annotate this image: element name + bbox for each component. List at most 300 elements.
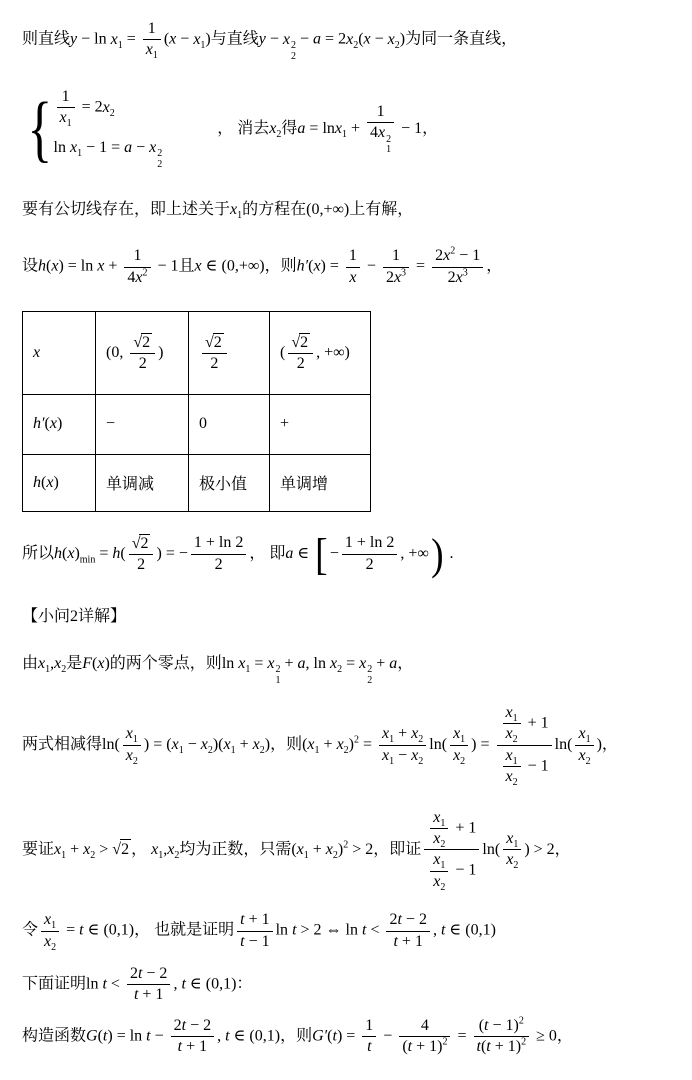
tk-i: x <box>282 30 291 48</box>
table-cell-minimum <box>189 454 270 511</box>
tk-i: x <box>578 746 586 764</box>
tk-r: ) = ln <box>58 257 98 275</box>
tk-txt: 与直线 <box>210 30 259 48</box>
tk-r: = <box>359 735 377 753</box>
tk-r: − 1 <box>455 247 481 265</box>
tk-r: − <box>370 30 388 48</box>
tk-r: = <box>62 921 80 939</box>
tk-frac <box>237 911 272 951</box>
tk-i: x <box>194 257 202 275</box>
tk-i: x <box>135 268 143 286</box>
tk-i: x <box>54 654 62 672</box>
tk-r: − 1 <box>244 932 270 950</box>
tk-i: t <box>79 921 84 939</box>
tk-i: x <box>506 851 514 869</box>
tk-txt: 构造函数 <box>22 1027 87 1045</box>
tk-den <box>143 40 161 62</box>
tk-i: x <box>393 268 402 286</box>
tk-txt: 的方程在 <box>242 201 307 219</box>
tk-r: 1 <box>348 247 357 265</box>
tk-r: , <box>50 654 55 672</box>
tk-r: 0 <box>199 415 207 433</box>
tk-r: )( <box>212 735 224 753</box>
tk-r: ( <box>120 544 126 562</box>
tk-num <box>57 88 75 108</box>
tk-wrap <box>453 746 466 767</box>
tk-num <box>237 911 272 931</box>
tk-r: > <box>95 840 113 858</box>
line-system-eliminate-x2 <box>22 88 686 170</box>
tk-r: ( <box>480 1038 487 1056</box>
tk-radbody <box>141 333 152 352</box>
tk-i: x <box>51 257 59 275</box>
tk-r: 1 <box>147 20 156 37</box>
tk-wrap <box>125 746 138 767</box>
tk-i: x <box>46 473 54 491</box>
tk-sqrt <box>133 333 152 352</box>
tk-wrap <box>505 746 518 767</box>
tk-i: x <box>382 746 390 764</box>
tk-frac <box>346 247 360 287</box>
tk-wrap <box>38 654 51 675</box>
tk-wrap <box>506 829 519 851</box>
tk-sb: 1 <box>342 129 347 141</box>
tk-r: − <box>106 415 116 433</box>
tk-i: h <box>38 257 47 275</box>
s-sub: 2 <box>367 674 373 686</box>
tk-r: ( <box>358 30 364 48</box>
tk-r: − 2 <box>401 911 427 929</box>
monotonicity-table-body <box>23 311 371 511</box>
tk-big: ) <box>430 529 444 579</box>
tk-r: − <box>150 1027 168 1045</box>
tk-r: − 1) <box>488 1016 519 1034</box>
tk-i: x <box>38 654 46 672</box>
tk-i: x <box>313 257 321 275</box>
tk-sqrt <box>132 534 151 553</box>
tk-r: + <box>394 725 412 743</box>
tk-i: t <box>292 921 297 939</box>
tk-frac <box>386 911 429 951</box>
tk-i: x <box>44 932 52 950</box>
tk-wrap <box>230 201 243 222</box>
tk-frac <box>41 911 59 951</box>
tk-num <box>503 704 521 724</box>
tk-frac <box>191 534 246 574</box>
tk-i: x <box>411 746 419 764</box>
tk-sb: 2 <box>109 107 115 119</box>
tk-frac <box>124 247 150 287</box>
line-subtract-equations <box>22 704 686 787</box>
table-cell-sign-positive <box>270 394 371 454</box>
tk-sb: min <box>79 554 96 566</box>
tk-i: x <box>411 725 419 743</box>
tk-r: 2 <box>129 964 138 982</box>
tk-sb: 2 <box>418 755 424 767</box>
tk-num <box>362 1017 376 1037</box>
tk-r: , ln <box>305 654 330 672</box>
tk-i: a <box>297 119 306 137</box>
s-sup: 2 <box>291 40 297 52</box>
tk-i: x <box>33 343 41 361</box>
tk-wrap <box>346 30 359 51</box>
tk-den <box>130 354 155 373</box>
tk-wrap <box>110 30 123 51</box>
tk-r: ln <box>221 654 239 672</box>
tk-num <box>497 704 552 746</box>
tk-num <box>399 1017 450 1037</box>
tk-rad: √ <box>291 333 301 351</box>
tk-r: 1 <box>61 88 70 106</box>
tk-num <box>127 965 170 985</box>
tk-r: ( <box>302 735 308 753</box>
tk-i: x <box>433 808 441 826</box>
tk-i: x <box>54 840 62 858</box>
tk-r: ( <box>327 1027 333 1045</box>
tk-den <box>497 746 552 787</box>
tk-txt: ，则 <box>264 257 297 275</box>
tk-sb: 1 <box>513 839 519 851</box>
tk-sb: 1 <box>132 734 138 746</box>
tk-den <box>41 932 59 951</box>
tk-wrap <box>149 138 163 170</box>
tk-i: x <box>167 840 175 858</box>
tk-sqrt <box>291 333 310 352</box>
tk-r: ln( <box>102 735 120 753</box>
tk-r: = <box>453 1027 471 1045</box>
tk-wrap <box>223 735 236 757</box>
table-row-h <box>23 454 371 511</box>
tk-i: t <box>397 911 402 929</box>
tk-sb: 1 <box>303 849 309 861</box>
tk-i: a <box>285 544 294 562</box>
tk-i: x <box>455 268 463 286</box>
tk-wrap <box>59 109 72 130</box>
tk-r: ) <box>104 654 110 672</box>
tk-r: 2 <box>389 911 398 929</box>
tk-num <box>367 103 394 123</box>
tk-txt: ， <box>486 257 503 275</box>
tk-wrap <box>506 851 519 872</box>
tk-i: x <box>382 725 390 743</box>
tk-i: x <box>125 725 133 743</box>
tk-r: = <box>95 544 113 562</box>
tk-i: x <box>269 119 277 137</box>
tk-sb: 2 <box>512 734 518 746</box>
tk-frac <box>123 725 141 765</box>
tk-sp: 2 <box>343 839 349 851</box>
tk-r: ∈ <box>293 544 314 562</box>
tk-sp: 3 <box>462 267 468 279</box>
tk-num <box>503 747 521 767</box>
tk-sb: 1 <box>237 210 243 222</box>
tk-i: t <box>133 986 139 1004</box>
tk-sb: 1 <box>77 148 83 160</box>
tk-i: t <box>137 964 143 982</box>
tk-r: < <box>366 921 384 939</box>
tk-r: = <box>412 257 430 275</box>
line-to-prove-sqrt2 <box>22 809 686 892</box>
tk-den <box>474 1037 530 1056</box>
tk-r: ) <box>264 735 271 753</box>
tk-num <box>430 851 448 871</box>
tk-i: h <box>112 544 121 562</box>
tk-r: ) = <box>471 735 494 753</box>
tk-r: > 2 <box>348 840 374 858</box>
tk-i: t <box>486 1038 491 1056</box>
tk-r: ln <box>275 921 293 939</box>
tk-r: 2 <box>137 556 146 574</box>
tk-r: + <box>66 840 84 858</box>
tk-num <box>124 247 150 267</box>
tk-i: t <box>440 921 446 939</box>
tk-r: − <box>362 257 380 275</box>
tk-r: 2 <box>213 333 222 351</box>
tk-caserow <box>54 88 163 128</box>
table-cell-increasing <box>270 454 371 511</box>
tk-txt: 令 <box>22 921 39 939</box>
tk-r: + 1 <box>397 932 423 950</box>
tk-txt: ， 也就是证明 <box>134 921 235 939</box>
tk-den <box>191 555 246 574</box>
tk-sb: 2 <box>90 849 96 861</box>
tk-den <box>129 555 154 574</box>
tk-num <box>346 247 360 267</box>
tk-r: − <box>183 735 201 753</box>
tk-r: + <box>235 735 253 753</box>
monotonicity-table <box>22 311 371 512</box>
tk-r: − <box>296 30 314 48</box>
tk-sb: 2 <box>61 663 67 675</box>
tk-r: 4 <box>420 1016 429 1034</box>
tk-txt: ， <box>397 654 414 672</box>
table-cell-critical-point <box>189 311 270 394</box>
tk-i: t <box>225 1027 230 1045</box>
tk-i: t <box>181 1016 187 1034</box>
tk-wrap <box>378 124 392 156</box>
tk-r: 2 <box>435 247 444 265</box>
tk-txt: 的两个零点，则 <box>109 654 222 672</box>
tk-r: , <box>432 921 441 939</box>
tk-radbody <box>213 333 224 352</box>
tk-radbody <box>120 839 131 861</box>
s-sub: 2 <box>157 158 163 170</box>
tk-den <box>124 268 150 287</box>
line-define-h <box>22 247 686 287</box>
tk-i: x <box>296 840 304 858</box>
tk-i: x <box>44 911 52 929</box>
tk-r: 2 <box>385 268 394 286</box>
tk-big: [ <box>315 529 328 579</box>
tk-txt: 得 <box>281 119 298 137</box>
tk-frac <box>424 809 479 892</box>
tk-wrap <box>125 725 138 746</box>
tk-i: x <box>359 654 367 672</box>
tk-txt: ： <box>236 975 253 993</box>
tk-wrap <box>54 654 67 675</box>
tk-i: x <box>110 30 118 48</box>
tk-wrap <box>433 829 446 851</box>
tk-r: ) <box>53 473 59 491</box>
tk-wrap <box>69 138 83 160</box>
tk-r: 1 <box>133 247 142 265</box>
tk-r: , <box>173 975 182 993</box>
tk-txt: 单调减 <box>106 476 155 494</box>
tk-sb: 1 <box>152 50 158 62</box>
tk-wrap <box>433 808 446 829</box>
tk-txt: ， <box>601 735 618 753</box>
tk-txt: ， <box>556 1027 573 1045</box>
line-common-tangent-exists <box>22 200 686 221</box>
tk-r: ∈ (0,+∞) <box>201 257 265 275</box>
tk-r: ∈ (0,1) <box>83 921 135 939</box>
tk-r: 2 <box>365 555 374 573</box>
tk-r: + <box>372 654 390 672</box>
tk-sb: 2 <box>343 745 349 757</box>
table-cell-decreasing <box>96 454 189 511</box>
tk-rad: √ <box>133 333 143 351</box>
tk-sp: 2 <box>354 734 359 746</box>
tk-r: − <box>132 138 150 156</box>
tk-wrap <box>330 654 343 675</box>
tk-r: + <box>280 415 290 433</box>
tk-txt: 设 <box>22 257 39 275</box>
tk-sb: 1 <box>45 663 51 675</box>
tk-r: + <box>308 840 326 858</box>
line-substitute-t <box>22 911 686 951</box>
tk-sb: 2 <box>418 734 424 746</box>
tk-num <box>342 534 397 554</box>
tk-r: − 1 = <box>82 138 125 156</box>
tk-num <box>430 809 448 829</box>
tk-i: x <box>97 257 105 275</box>
table-cell-sign-negative <box>96 394 189 454</box>
tk-frac <box>503 704 521 744</box>
tk-frac <box>430 809 448 849</box>
tk-r: ln <box>86 975 103 993</box>
s-sup: 2 <box>157 148 163 160</box>
tk-r: , +∞) <box>316 343 350 361</box>
tk-i: a <box>297 654 306 672</box>
tk-i: x <box>578 725 586 743</box>
tk-wrap <box>382 746 395 767</box>
tk-num <box>202 333 227 354</box>
tk-i: t <box>146 1027 151 1045</box>
tk-r: + 1) <box>412 1038 443 1056</box>
tk-den <box>399 1037 450 1056</box>
tk-txt: 两式相减得 <box>22 735 103 753</box>
tk-wrap <box>135 269 147 286</box>
table-cell-sign-zero <box>189 394 270 454</box>
tk-i: x <box>330 654 338 672</box>
tk-i: a <box>389 654 398 672</box>
tk-wrap <box>411 725 424 746</box>
tk-r: 1 + ln 2 <box>344 534 395 552</box>
tk-r: ( <box>46 257 52 275</box>
tk-r: + 1 <box>244 911 270 929</box>
tk-r: 1 <box>376 102 385 120</box>
tk-sb: 1 <box>61 849 67 861</box>
tk-i: h′ <box>296 257 309 275</box>
tk-r: 1 <box>391 247 400 265</box>
tk-r: ) = ln <box>107 1027 147 1045</box>
tk-i: x <box>505 746 513 764</box>
tk-sp: 2 <box>142 267 148 279</box>
tk-wrap <box>411 746 424 767</box>
tk-sb: 2 <box>512 777 518 789</box>
tk-r: ln <box>53 138 70 156</box>
tk-wrap <box>282 30 297 62</box>
tk-den <box>346 268 360 287</box>
tk-num <box>129 534 154 555</box>
tk-i: x <box>145 41 153 59</box>
tk-sb: 2 <box>353 39 359 51</box>
tk-den <box>202 354 227 373</box>
tk-i: x <box>506 829 514 847</box>
tk-r: ln( <box>482 840 501 858</box>
tk-wrap <box>145 41 158 62</box>
tk-r: ) <box>158 343 164 361</box>
tk-num <box>130 333 155 354</box>
tk-r: = 2 <box>77 98 103 116</box>
heading-subquestion-2 <box>22 607 686 628</box>
tk-sb: 1 <box>66 118 72 130</box>
tk-num <box>503 830 521 850</box>
tk-den <box>342 555 397 574</box>
tk-i: x <box>252 735 260 753</box>
tk-txt: 则直线 <box>22 30 71 48</box>
tk-i: h′ <box>33 415 45 433</box>
line-zeros-of-F <box>22 654 686 687</box>
tk-wrap <box>200 735 213 757</box>
s-sub: 2 <box>291 50 297 62</box>
tk-r: − <box>329 544 339 562</box>
tk-i: x <box>59 109 67 127</box>
tk-r: 2 <box>142 333 151 351</box>
tk-r: ( <box>291 840 297 858</box>
tk-wrap <box>238 654 251 675</box>
tk-cases <box>22 88 162 170</box>
tk-r: ) = <box>336 1027 360 1045</box>
tk-r: < <box>106 975 124 993</box>
tk-r: ln( <box>554 735 573 753</box>
tk-num <box>424 809 479 851</box>
tk-r: 2 <box>173 1016 182 1034</box>
tk-frac <box>143 20 161 60</box>
tk-num <box>288 333 313 354</box>
tk-wrap <box>307 735 320 757</box>
tk-r: + <box>319 735 337 753</box>
tk-wrap <box>578 746 591 767</box>
tk-r: ( <box>163 30 170 48</box>
tk-r: ln( <box>429 735 448 753</box>
tk-txt: ， 消去 <box>217 119 270 137</box>
tk-sb: 1 <box>389 734 395 746</box>
tk-i: x <box>433 872 441 890</box>
tk-r: ) = − <box>156 544 188 562</box>
tk-r: ∈ (0,1) <box>445 921 496 939</box>
tk-r: − <box>176 30 194 48</box>
tk-r: 2 <box>140 534 149 552</box>
tk-r: = 2 <box>321 30 347 48</box>
tk-r: = <box>250 654 268 672</box>
tk-ss <box>386 135 391 156</box>
tk-r: ) <box>399 30 406 48</box>
tk-sb: 2 <box>585 755 591 767</box>
table-row-x <box>23 311 371 394</box>
tk-ss <box>157 149 162 170</box>
tk-wrap <box>334 119 347 141</box>
